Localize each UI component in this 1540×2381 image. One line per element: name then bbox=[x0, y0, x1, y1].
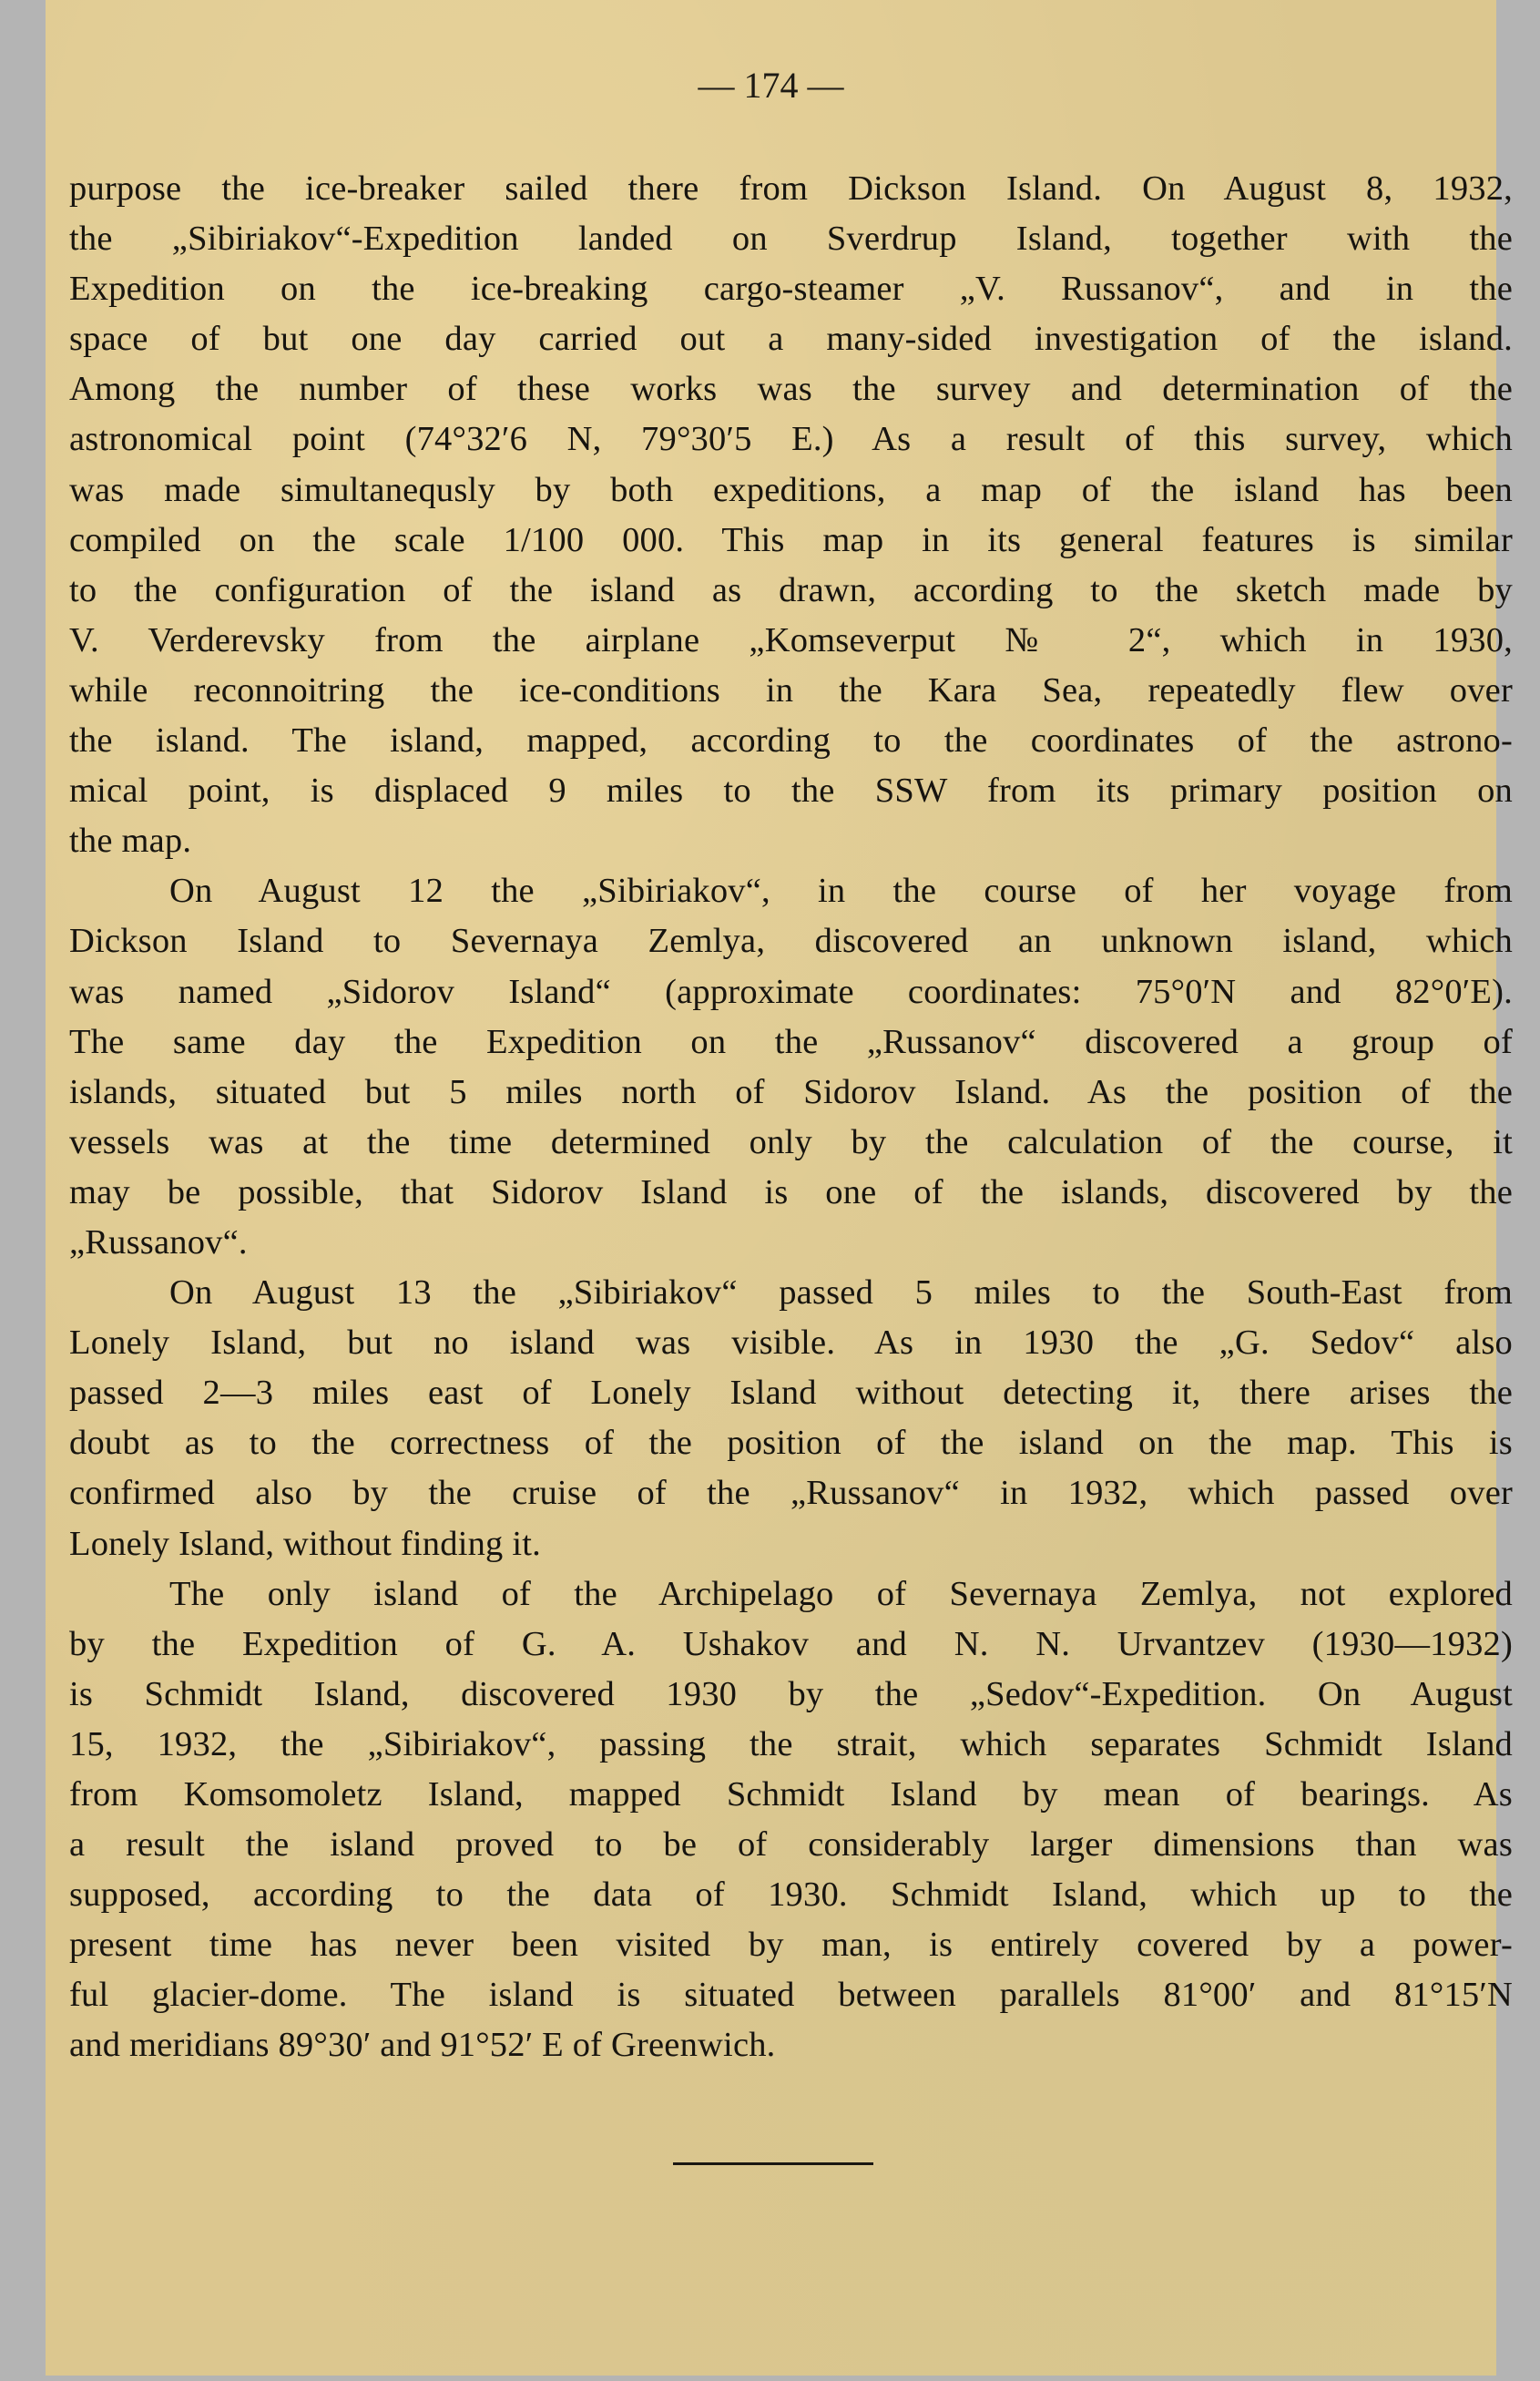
text-line: compiled on the scale 1/100 000. This map in its general features is similar bbox=[69, 520, 1513, 559]
text-line: astronomical point (74°32′6 N, 79°30′5 E.) As a result of this survey, which bbox=[69, 420, 1513, 459]
text-line: The only island of the Archipelago of Severnaya Zemlya, not explored bbox=[169, 1574, 1513, 1613]
text-line: by the Expedition of G. A. Ushakov and N. N. Urvantzev (1930—1932) bbox=[69, 1624, 1513, 1663]
text-line: space of but one day carried out a many-sided investigation of the island. bbox=[69, 320, 1513, 359]
text-line: while reconnoitring the ice-conditions in the Kara Sea, repeatedly flew over bbox=[69, 670, 1513, 710]
text-line: V. Verderevsky from the airplane „Komseverput № 2“, which in 1930, bbox=[69, 620, 1513, 659]
text-line: the island. The island, mapped, according to the coordinates of the astrono- bbox=[69, 721, 1513, 761]
paragraph bbox=[69, 1268, 1513, 1569]
text-line: was named „Sidorov Island“ (approximate coordinates: 75°0′N and 82°0′E). bbox=[69, 972, 1513, 1011]
paragraph bbox=[69, 1569, 1513, 2071]
text-line: supposed, according to the data of 1930. Schmidt Island, which up to the bbox=[69, 1875, 1513, 1915]
text-line: Dickson Island to Severnaya Zemlya, discovered an unknown island, which bbox=[69, 922, 1513, 961]
paragraph bbox=[69, 866, 1513, 1268]
text-line: a result the island proved to be of considerably larger dimensions than was bbox=[69, 1825, 1513, 1865]
text-line: Lonely Island, without finding it. bbox=[69, 1524, 541, 1563]
text-line: Lonely Island, but no island was visible. As in 1930 the „G. Sedov“ also bbox=[69, 1323, 1513, 1363]
text-line: Expedition on the ice-breaking cargo-steamer „V. Russanov“, and in the bbox=[69, 270, 1513, 309]
body-text bbox=[69, 164, 1513, 2071]
text-line: the „Sibiriakov“-Expedition landed on Sverdrup Island, together with the bbox=[69, 220, 1513, 259]
text-line: the map. bbox=[69, 822, 192, 861]
text-line: was made simultanequsly by both expeditions, a map of the island has been bbox=[69, 470, 1513, 509]
text-line: to the configuration of the island as drawn, according to the sketch made by bbox=[69, 570, 1513, 609]
text-line: islands, situated but 5 miles north of Sidorov Island. As the position of the bbox=[69, 1072, 1513, 1111]
paragraph bbox=[69, 164, 1513, 866]
text-line: passed 2—3 miles east of Lonely Island without detecting it, there arises the bbox=[69, 1374, 1513, 1413]
text-line: is Schmidt Island, discovered 1930 by the „Sedov“-Expedition. On August bbox=[69, 1674, 1513, 1713]
text-line: may be possible, that Sidorov Island is one of the islands, discovered by the bbox=[69, 1172, 1513, 1211]
book-page bbox=[46, 0, 1513, 2376]
text-line: confirmed also by the cruise of the „Russanov“ in 1932, which passed over bbox=[69, 1474, 1513, 1513]
text-line: present time has never been visited by man, is entirely covered by a power- bbox=[69, 1926, 1513, 1965]
text-line: On August 12 the „Sibiriakov“, in the course of her voyage from bbox=[169, 872, 1513, 911]
page-number: — 174 — bbox=[698, 65, 844, 106]
text-line: mical point, is displaced 9 miles to the SSW from its primary position on bbox=[69, 772, 1513, 811]
text-line: purpose the ice-breaker sailed there from Dickson Island. On August 8, 1932, bbox=[69, 169, 1513, 208]
text-line: „Russanov“. bbox=[69, 1222, 248, 1262]
text-line: On August 13 the „Sibiriakov“ passed 5 miles to the South-East from bbox=[169, 1273, 1513, 1313]
text-line: The same day the Expedition on the „Russanov“ discovered a group of bbox=[69, 1022, 1513, 1061]
text-line: doubt as to the correctness of the position of the island on the map. This is bbox=[69, 1424, 1513, 1463]
text-line: 15, 1932, the „Sibiriakov“, passing the strait, which separates Schmidt Island bbox=[69, 1724, 1513, 1763]
text-line: Among the number of these works was the survey and determination of the bbox=[69, 370, 1513, 409]
end-rule-divider bbox=[673, 2162, 873, 2165]
text-line: vessels was at the time determined only by the calculation of the course, it bbox=[69, 1122, 1513, 1161]
text-line: from Komsomoletz Island, mapped Schmidt Island by mean of bearings. As bbox=[69, 1775, 1513, 1814]
text-line: and meridians 89°30′ and 91°52′ E of Greenwich. bbox=[69, 2026, 776, 2065]
text-line: ful glacier-dome. The island is situated between parallels 81°00′ and 81°15′N bbox=[69, 1976, 1513, 2015]
